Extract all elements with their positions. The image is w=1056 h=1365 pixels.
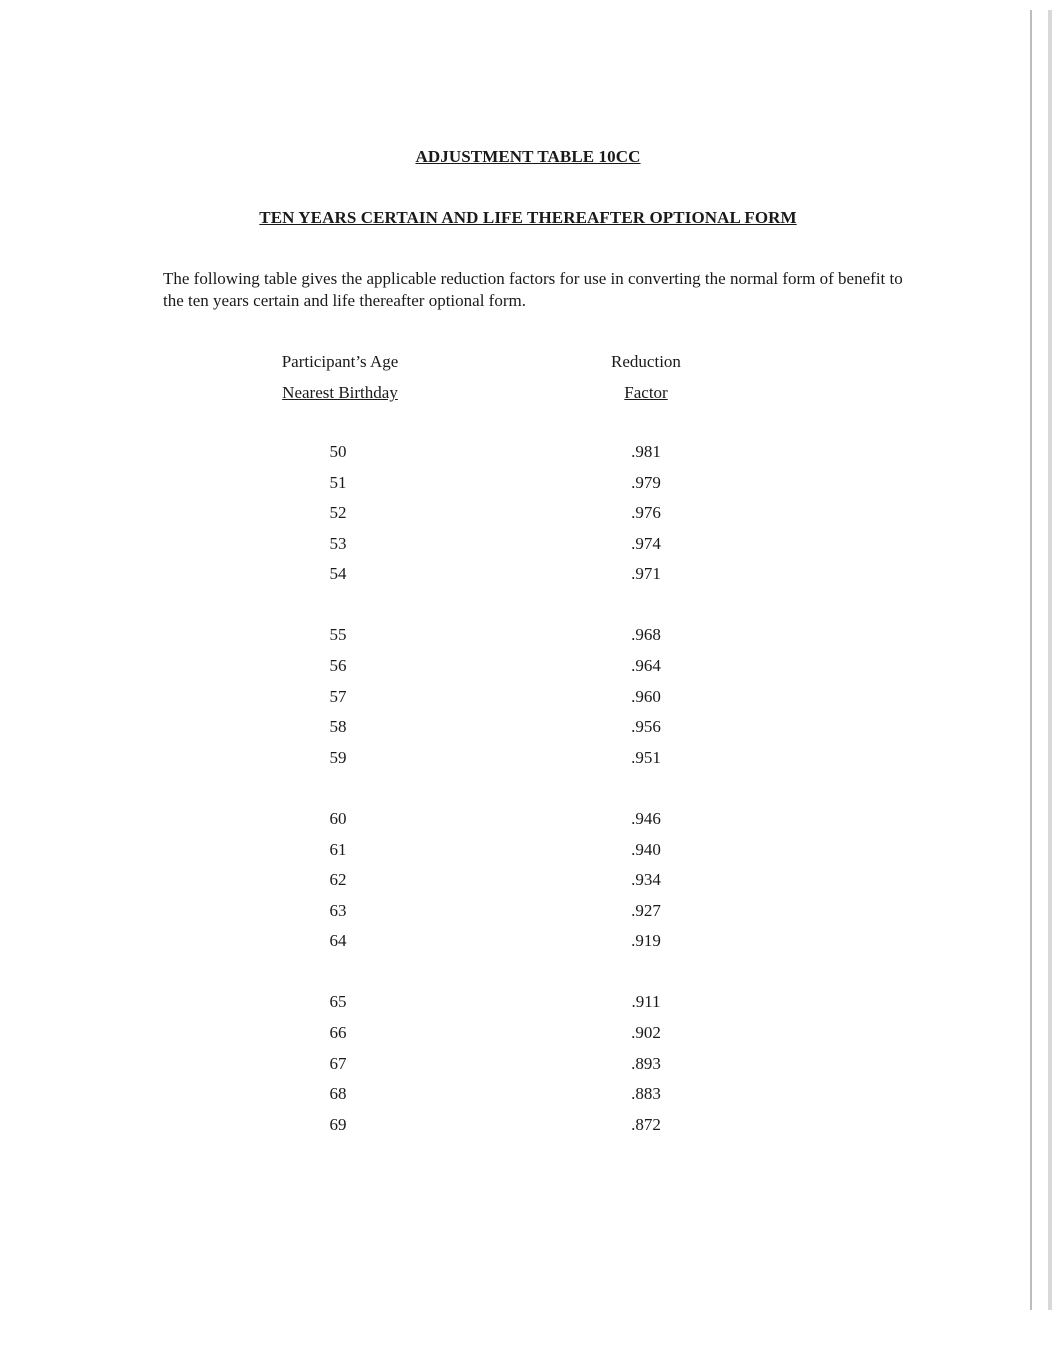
table-row xyxy=(0,1079,1056,1110)
table-row xyxy=(0,559,1056,590)
factor-header-line1: Reduction xyxy=(611,352,681,371)
factor-cell: .981 xyxy=(631,442,661,461)
factor-cell: .883 xyxy=(631,1084,661,1104)
age-cell: 50 xyxy=(329,442,347,461)
factor-cell: .927 xyxy=(631,900,661,920)
age-cell: 61 xyxy=(329,839,347,859)
table-row xyxy=(0,896,1056,927)
age-cell: 68 xyxy=(329,1084,347,1104)
age-cell: 53 xyxy=(329,533,347,553)
factor-cell: .902 xyxy=(631,1023,661,1042)
table-row xyxy=(0,1110,1056,1141)
factor-cell: .956 xyxy=(631,717,661,737)
table-row xyxy=(0,804,1056,835)
age-cell: 56 xyxy=(329,656,347,676)
age-cell: 52 xyxy=(329,503,347,523)
age-group xyxy=(0,437,1056,590)
age-cell: 51 xyxy=(329,472,347,492)
intro-paragraph: The following table gives the applicable reduction factors for use in converting the normal form of benefit to the ten years certain and life thereafter optional form. xyxy=(163,269,903,310)
age-cell: 64 xyxy=(329,931,347,951)
table-row xyxy=(0,682,1056,713)
age-cell: 65 xyxy=(329,992,347,1012)
factor-cell: .893 xyxy=(631,1053,661,1073)
age-cell: 58 xyxy=(329,717,347,737)
page-title: ADJUSTMENT TABLE 10CC xyxy=(415,147,641,166)
age-cell: 54 xyxy=(329,564,347,584)
factor-cell: .964 xyxy=(631,656,661,676)
factor-header-line2: Factor xyxy=(624,383,668,402)
age-cell: 60 xyxy=(329,808,347,828)
table-row xyxy=(0,498,1056,529)
table-row xyxy=(0,620,1056,651)
table-row xyxy=(0,468,1056,499)
factor-cell: .940 xyxy=(631,839,661,859)
factor-cell: .946 xyxy=(631,808,661,828)
table-row xyxy=(0,987,1056,1018)
table-row xyxy=(0,926,1056,957)
age-cell: 62 xyxy=(329,870,347,890)
age-group xyxy=(0,620,1056,773)
table-row xyxy=(0,1049,1056,1080)
factor-cell: .979 xyxy=(631,472,661,492)
factor-cell: .968 xyxy=(631,625,661,645)
factor-column-header xyxy=(566,346,726,408)
age-cell: 57 xyxy=(329,686,347,706)
factor-cell: .872 xyxy=(631,1114,661,1134)
age-group xyxy=(0,987,1056,1140)
age-cell: 59 xyxy=(329,747,347,767)
factor-cell: .971 xyxy=(631,564,661,584)
age-header-line2: Nearest Birthday xyxy=(282,383,398,402)
age-cell: 63 xyxy=(329,900,347,920)
table-row xyxy=(0,835,1056,866)
factor-cell: .976 xyxy=(631,503,661,523)
table-row xyxy=(0,529,1056,560)
table-row xyxy=(0,1018,1056,1049)
age-cell: 69 xyxy=(329,1114,347,1134)
factor-cell: .934 xyxy=(631,870,661,890)
age-cell: 66 xyxy=(329,1023,347,1042)
factor-cell: .974 xyxy=(631,533,661,553)
table-row xyxy=(0,651,1056,682)
factor-cell: .951 xyxy=(631,747,661,767)
table-row xyxy=(0,437,1056,468)
factor-cell: .911 xyxy=(631,992,661,1012)
page-subtitle: TEN YEARS CERTAIN AND LIFE THEREAFTER OPTIONAL FORM xyxy=(259,208,797,227)
factor-cell: .919 xyxy=(631,931,661,951)
reduction-factor-table xyxy=(0,437,1056,1171)
table-row xyxy=(0,712,1056,743)
factor-cell: .960 xyxy=(631,686,661,706)
table-row xyxy=(0,743,1056,774)
age-cell: 55 xyxy=(329,625,347,645)
age-header-line1: Participant’s Age xyxy=(281,352,399,371)
age-column-header xyxy=(250,346,430,408)
age-cell: 67 xyxy=(329,1053,347,1073)
age-group xyxy=(0,804,1056,957)
table-row xyxy=(0,865,1056,896)
